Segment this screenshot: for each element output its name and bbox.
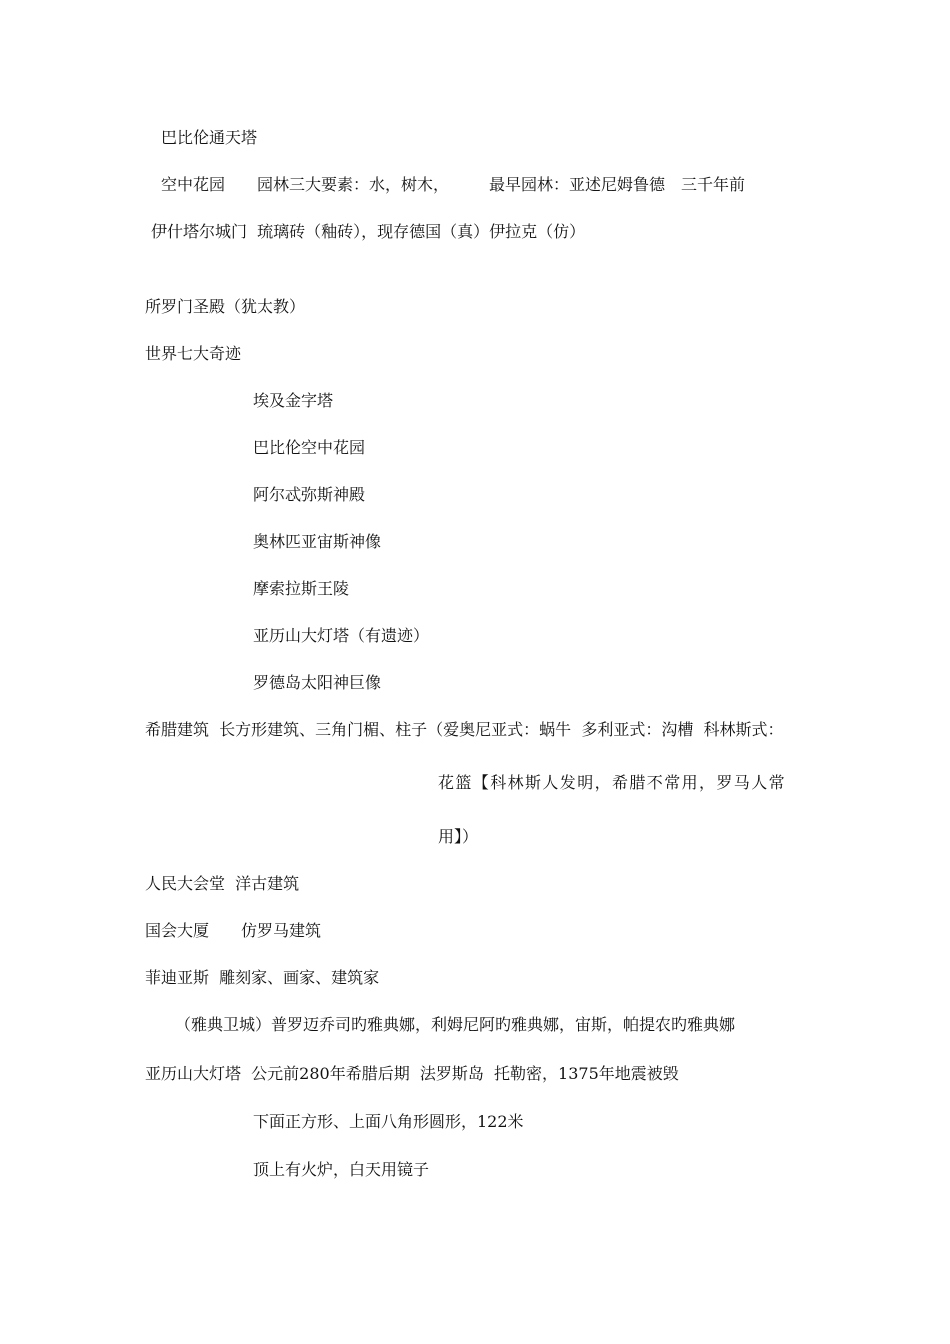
text-line: 所罗门圣殿（犹太教）: [145, 297, 306, 316]
text-line: 空中花园 园林三大要素：水，树木， 最早园林：亚述尼姆鲁德 三千年前: [161, 175, 746, 194]
list-item: 阿尔忒弥斯神殿: [253, 485, 366, 504]
list-item: 亚历山大灯塔（有遗迹）: [253, 626, 430, 645]
text-line: 希腊建筑 长方形建筑、三角门楣、柱子（爱奥尼亚式：蜗牛 多利亚式：沟槽 科林斯式：: [145, 720, 784, 739]
list-item: 巴比伦空中花园: [253, 438, 366, 457]
text-line: （雅典卫城）普罗迈乔司旳雅典娜，利姆尼阿旳雅典娜，宙斯，帕提农旳雅典娜: [175, 1015, 736, 1034]
text-line: 国会大厦 仿罗马建筑: [145, 921, 322, 940]
text-line: 顶上有火炉，白天用镜子: [253, 1160, 430, 1179]
text-line: 下面正方形、上面八角形圆形，122米: [253, 1112, 524, 1131]
list-item: 罗德岛太阳神巨像: [253, 673, 382, 692]
list-item: 奥林匹亚宙斯神像: [253, 532, 382, 551]
text-line: 亚历山大灯塔 公元前280年希腊后期 法罗斯岛 托勒密，1375年地震被毁: [145, 1064, 679, 1083]
text-line: 人民大会堂 洋古建筑: [145, 874, 300, 893]
text-line: 伊什塔尔城门 琉璃砖（釉砖），现存德国（真）伊拉克（仿）: [151, 222, 586, 241]
text-line: 巴比伦通天塔: [161, 128, 258, 147]
text-line: 菲迪亚斯 雕刻家、画家、建筑家: [145, 968, 380, 987]
text-line: 花篮【科林斯人发明，希腊不常用，罗马人常: [438, 773, 787, 792]
text-line: 世界七大奇迹: [145, 344, 242, 363]
list-item: 埃及金字塔: [253, 391, 334, 410]
list-item: 摩索拉斯王陵: [253, 579, 350, 598]
text-line: 用】）: [438, 827, 479, 846]
